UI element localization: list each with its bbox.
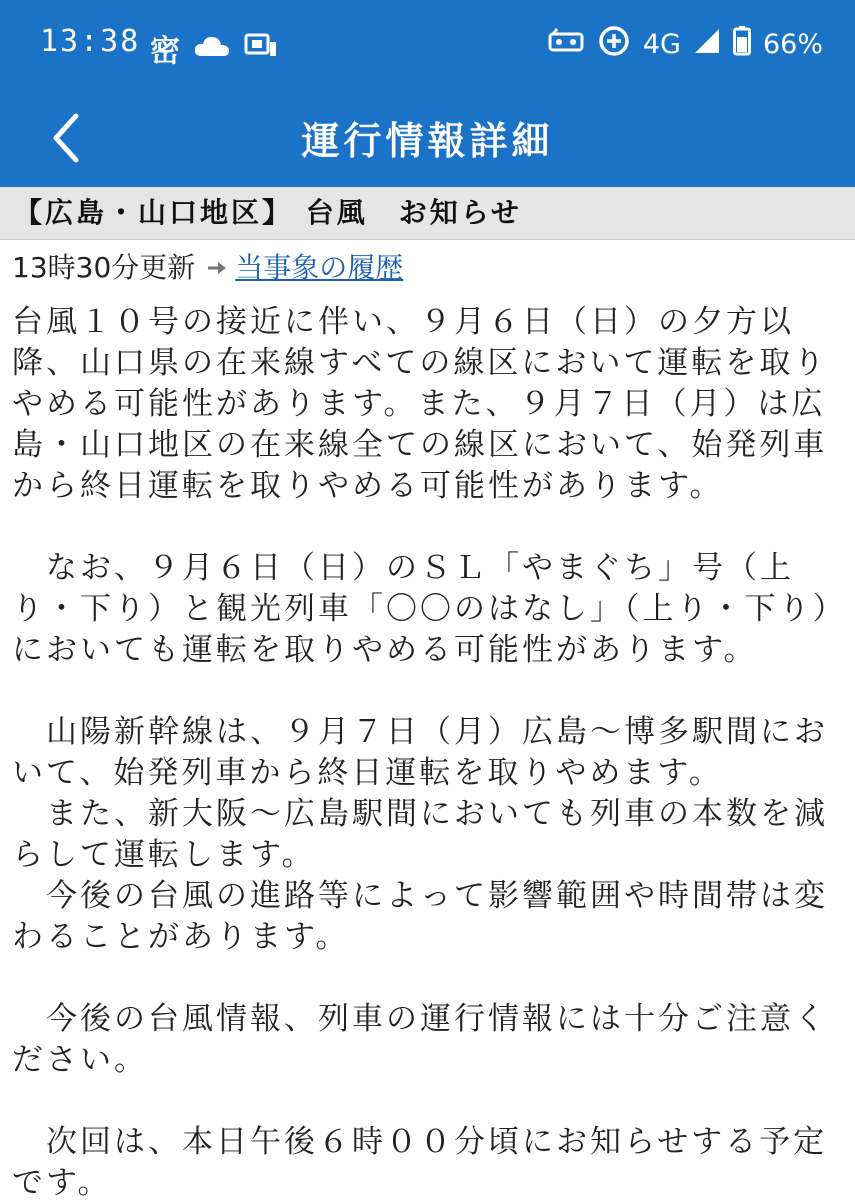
paragraph-approach [12,302,845,507]
app-bar [0,88,855,187]
battery-level: 66% [762,29,823,60]
cast-icon [244,32,278,64]
notice-line: 山陽新幹線は、９月７日（月）広島～博多駅間において、始発列車から終日運転を取りやめます。 [12,714,828,791]
status-left-icons [150,26,278,70]
notice-line: 今後の台風情報、列車の運行情報には十分ご注意ください。 [12,1001,828,1078]
paragraph-caution [12,999,845,1081]
vr-icon [547,28,585,61]
notice-line: 台風１０号の接近に伴い、９月６日（日）の夕方以降、山口県の在来線すべての線区において運転を取りやめる可能性があります。また、９月７日（月）は広島・山口地区の在来線全ての線区において、始発列車から終日運転を取りやめる可能性があります。 [12,304,828,504]
notice-line: 次回は、本日午後６時００分頃にお知らせする予定です。 [12,1124,828,1201]
notice-line: なお、９月６日（日）のＳＬ「やまぐち」号（上り・下り）と観光列車「〇〇のはなし」（上り・下り）においても運転を取りやめる可能性があります。 [12,550,831,668]
update-time: 13時30分更新 [12,251,196,284]
status-right-icons [547,24,823,65]
paragraph-sl [12,548,845,671]
notice-body [0,296,855,1204]
update-row [0,240,855,296]
mode-label: 密 [150,34,180,69]
cloud-icon [194,34,230,62]
status-time: 13:38 [40,24,141,59]
history-link[interactable]: 当事象の履歴 [235,251,404,284]
data-saver-icon [597,24,631,65]
battery-icon [733,26,751,63]
notice-line: 今後の台風の進路等によって影響範囲や時間帯は変わることがあります。 [12,878,828,955]
status-bar [0,0,855,88]
notice-line: また、新大阪～広島駅間においても列車の本数を減らして運転します。 [12,796,828,873]
paragraph-next-update [12,1122,845,1204]
notice-headline: 【広島・山口地区】 台風 お知らせ [0,187,855,240]
page-title: 運行情報詳細 [301,119,554,163]
paragraph-shinkansen [12,712,845,958]
arrow-right-icon [207,260,227,276]
signal-icon [693,27,721,62]
network-type: 4G [642,29,681,60]
